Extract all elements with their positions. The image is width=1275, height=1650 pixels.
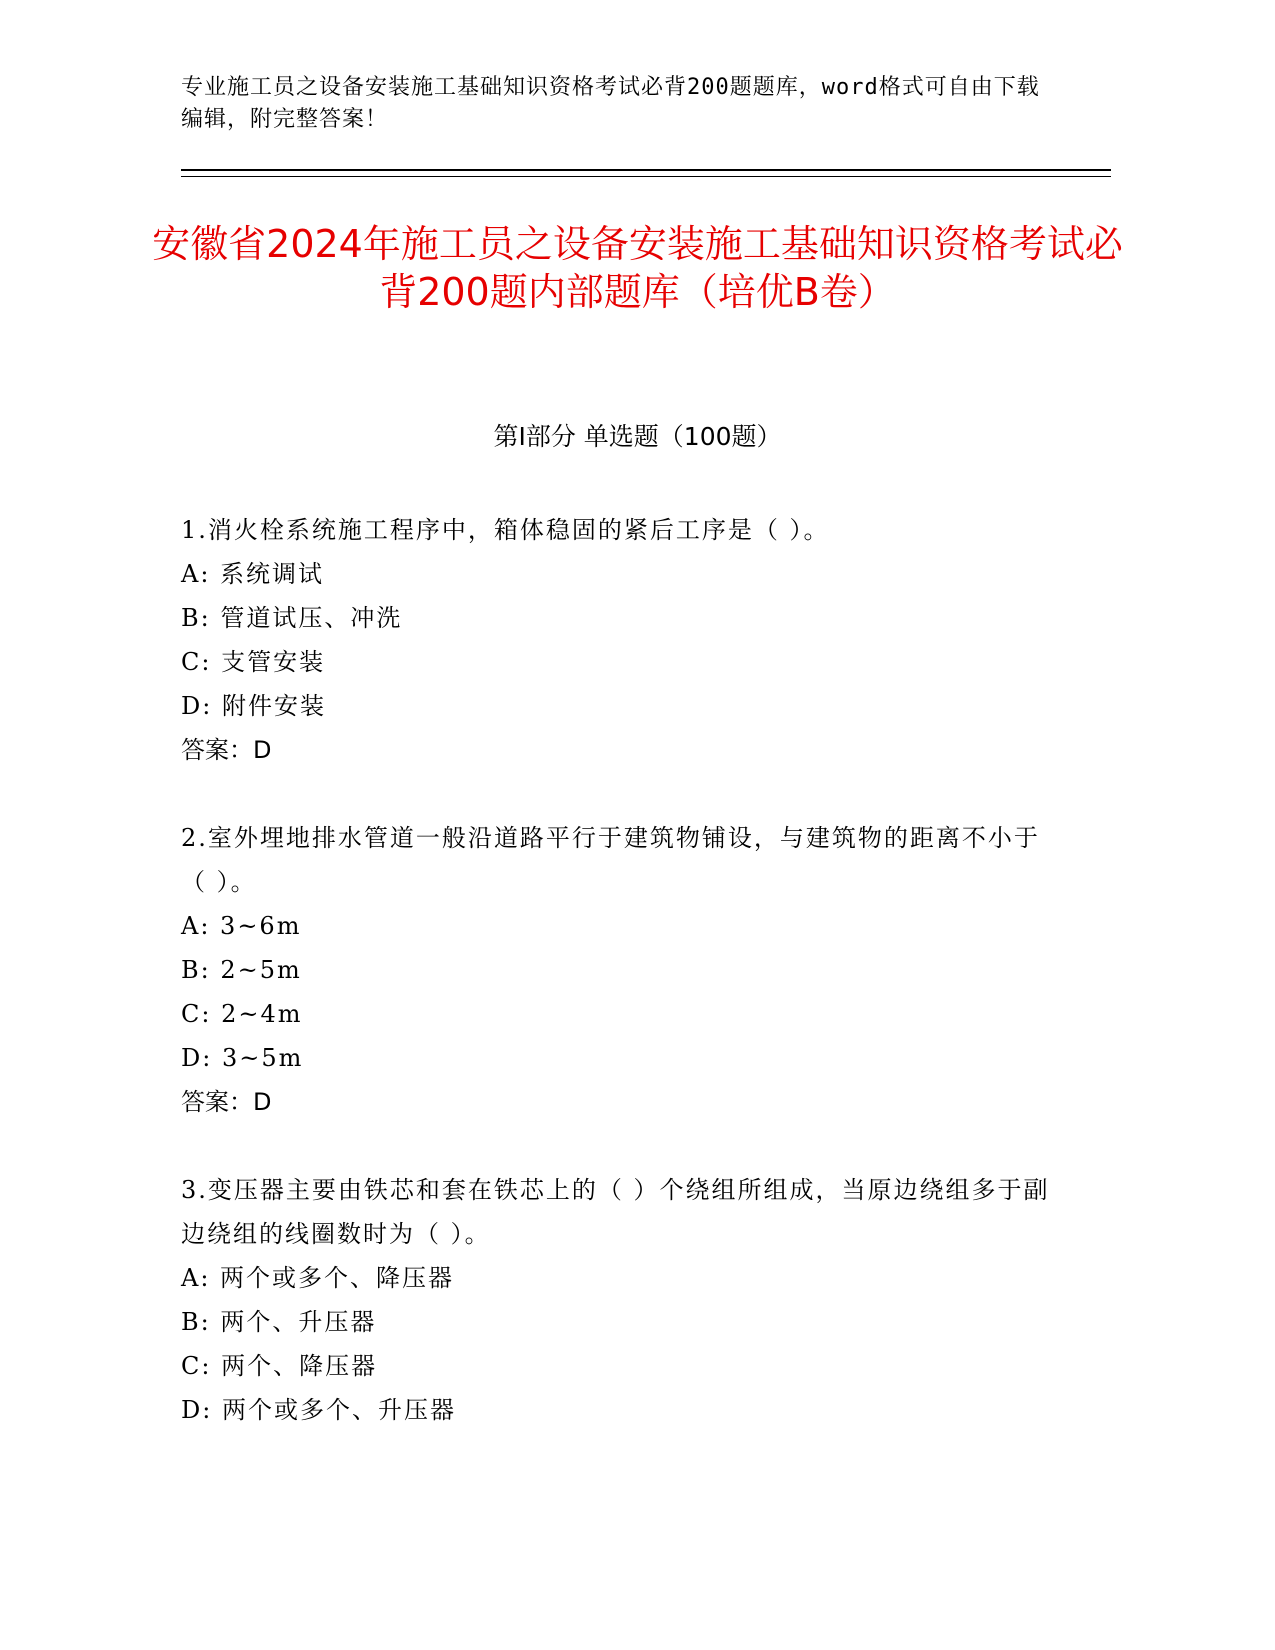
question-2 xyxy=(181,816,1061,1124)
header-divider-thick xyxy=(181,169,1111,171)
option-a: A: 两个或多个、降压器 xyxy=(181,1264,455,1292)
option-a: A: 系统调试 xyxy=(181,560,325,588)
answer: 答案：D xyxy=(181,736,272,764)
option-b: B: 2~5m xyxy=(181,956,302,984)
question-list xyxy=(181,508,1061,1476)
option-c: C: 两个、降压器 xyxy=(181,1352,378,1380)
answer: 答案：D xyxy=(181,1088,272,1116)
header-divider-thin xyxy=(181,176,1111,177)
header-note: 专业施工员之设备安装施工基础知识资格考试必背200题题库，word格式可自由下载编辑，附完整答案！ xyxy=(181,75,1040,132)
option-b: B: 两个、升压器 xyxy=(181,1308,377,1336)
option-d: D: 两个或多个、升压器 xyxy=(181,1396,456,1424)
question-3 xyxy=(181,1168,1061,1432)
option-b: B: 管道试压、冲洗 xyxy=(181,604,403,632)
question-stem: 1.消火栓系统施工程序中，箱体稳固的紧后工序是（ ）。 xyxy=(181,516,830,544)
question-1 xyxy=(181,508,1061,772)
document-title: 安徽省2024年施工员之设备安装施工基础知识资格考试必背200题内部题库（培优B卷） xyxy=(152,222,1123,314)
option-c: C: 2~4m xyxy=(181,1000,303,1028)
question-stem: 2.室外埋地排水管道一般沿道路平行于建筑物铺设，与建筑物的距离不小于（ ）。 xyxy=(181,824,1040,896)
option-c: C: 支管安装 xyxy=(181,648,326,676)
question-stem: 3.变压器主要由铁芯和套在铁芯上的（ ）个绕组所组成，当原边绕组多于副边绕组的线圈数时为（ ）。 xyxy=(181,1176,1050,1248)
option-d: D: 附件安装 xyxy=(181,692,326,720)
option-d: D: 3~5m xyxy=(181,1044,304,1072)
section-heading: 第Ⅰ部分 单选题（100题） xyxy=(493,422,782,451)
option-a: A: 3~6m xyxy=(181,912,302,940)
